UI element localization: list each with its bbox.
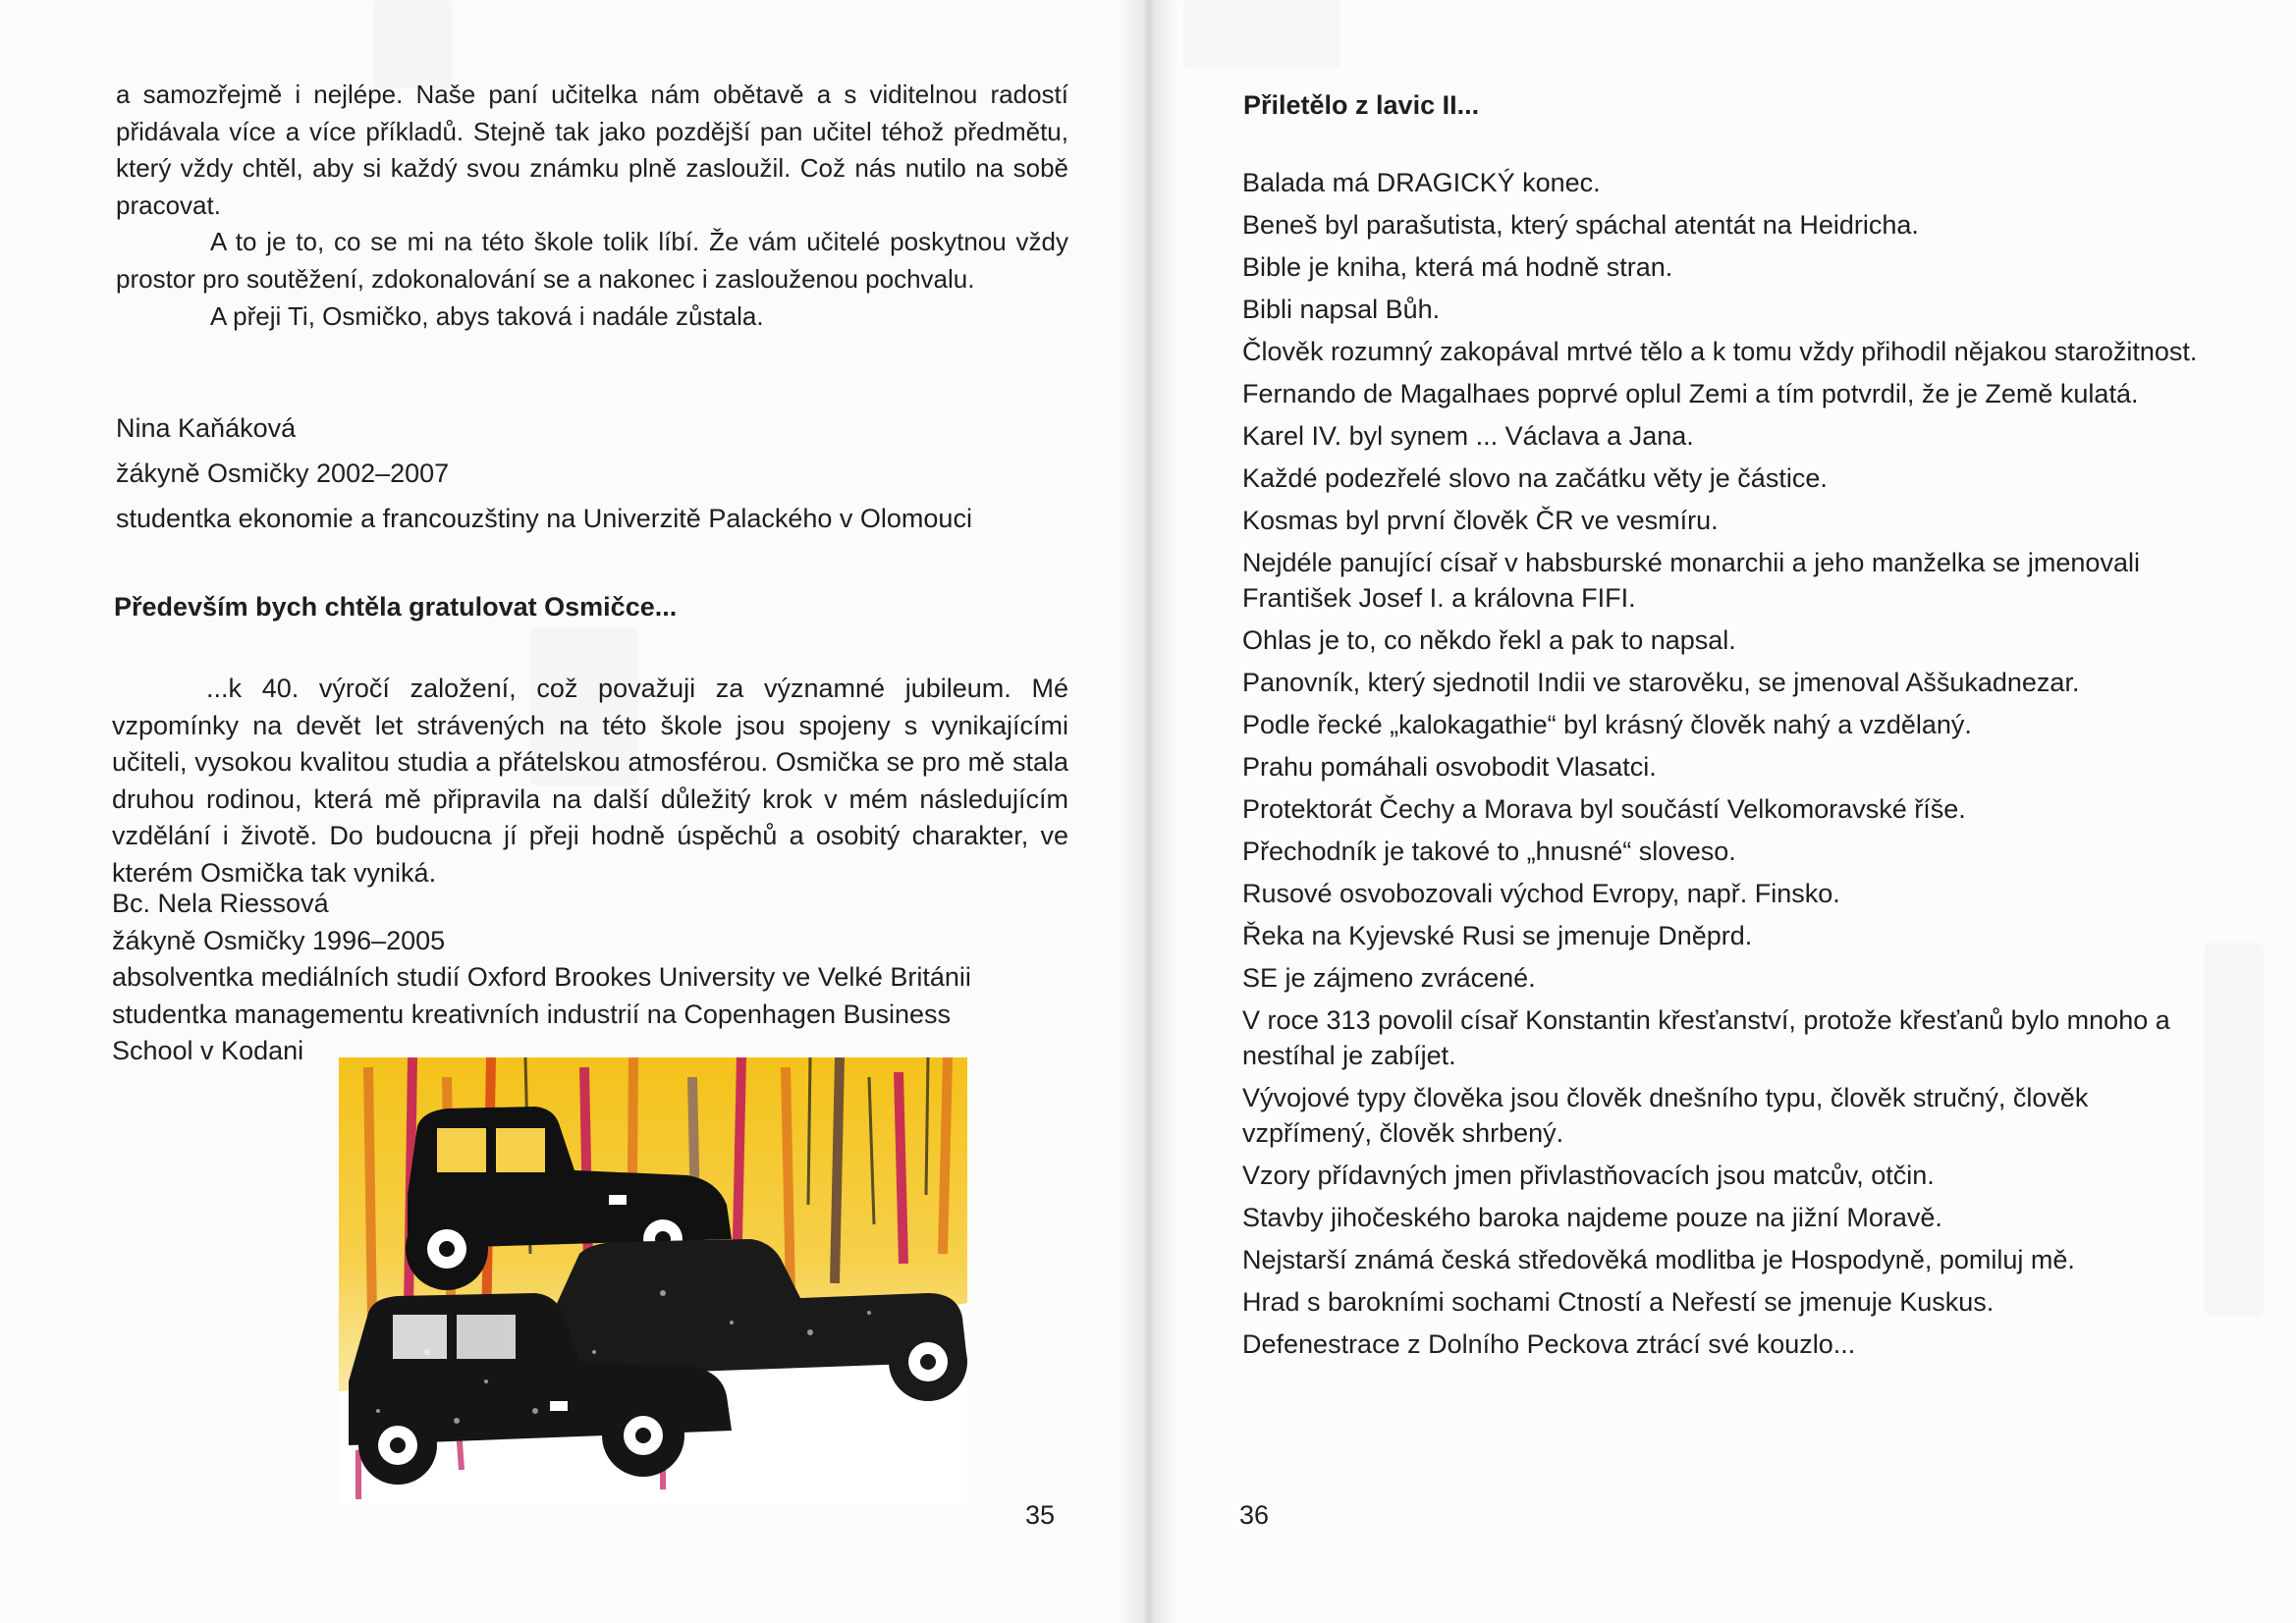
- signature-name: Nina Kaňáková: [116, 413, 297, 443]
- list-item: Karel IV. byl synem ... Václava a Jana.: [1242, 421, 1694, 451]
- body-paragraph: ...k 40. výročí založení, což považuji za významné jubileum. Mé vzpomínky na devět let strávených na této škole jsou spojeny s vynikajícími učiteli, vysokou kvalitou studia a přátelskou atmosférou. Osmička se pro mě stala druhou rodinou, která mě připravila na další důležitý krok v mém následujícím vzdělání i životě. Do budoucna jí přeji hodně úspěchů a osobitý charakter, ve kterém Osmička tak vyniká.: [112, 674, 1068, 888]
- list-item: Ohlas je to, co někdo řekl a pak to napsal.: [1242, 625, 1736, 655]
- book-gutter: [1120, 0, 1178, 1623]
- list-item: Řeka na Kyjevské Rusi se jmenuje Dněprd.: [1242, 921, 1753, 950]
- section-heading: Především bych chtěla gratulovat Osmičce...: [114, 592, 678, 622]
- page-number: 35: [1025, 1500, 1056, 1530]
- list-item: Protektorát Čechy a Morava byl součástí Velkomoravské říše.: [1242, 794, 1966, 824]
- list-item: Balada má DRAGICKÝ konec.: [1242, 168, 1601, 197]
- signature-years: žákyně Osmičky 2002–2007: [116, 459, 450, 488]
- page-number: 36: [1239, 1500, 1270, 1530]
- signature-nela: [112, 886, 1094, 1070]
- list-item: Rusové osvobozovali východ Evropy, např. Finsko.: [1242, 879, 1840, 908]
- intro-text: [116, 77, 1068, 335]
- list-item: V roce 313 povolil císař Konstantin křesťanství, protože křesťanů bylo mnoho a nestíhal je zabíjet.: [1242, 1005, 2170, 1070]
- list-item: Každé podezřelé slovo na začátku věty je částice.: [1242, 463, 1828, 493]
- list-item: Bible je kniha, která má hodně stran.: [1242, 252, 1673, 282]
- list-item: Bibli napsal Bůh.: [1242, 295, 1441, 324]
- list-item: Nejdéle panující císař v habsburské monarchii a jeho manželka se jmenovali František Josef I. a královna FIFI.: [1242, 548, 2140, 613]
- signature-name: Bc. Nela Riessová: [112, 889, 329, 918]
- signature-nina: [116, 406, 1098, 541]
- list-item: SE je zájmeno zvrácené.: [1242, 963, 1536, 993]
- list-item: Panovník, který sjednotil Indii ve starověku, se jmenoval Aššukadnezar.: [1242, 668, 2080, 697]
- list-item: Člověk rozumný zakopával mrtvé tělo a k tomu vždy přihodil nějakou starožitnost.: [1242, 337, 2198, 366]
- signature-years: žákyně Osmičky 1996–2005: [112, 925, 446, 955]
- list-item: Vzory přídavných jmen přivlastňovacích jsou matcův, otčin.: [1242, 1161, 1935, 1190]
- intro-paragraph: A to je to, co se mi na této škole tolik líbí. Že vám učitelé poskytnou vždy prostor pro soutěžení, zdokonalování se a nakonec i zaslouženou pochvalu.: [116, 227, 1068, 294]
- intro-paragraph: a samozřejmě i nejlépe. Naše paní učitelka nám obětavě a s viditelnou radostí přidávala více a více příkladů. Stejně tak jako pozdější pan učitel téhož předmětu, který vždy chtěl, aby si každý svou známku plně zasloužil. Což nás nutilo na sobě pracovat.: [116, 80, 1068, 220]
- list-item: Podle řecké „kalokagathie“ byl krásný člověk nahý a vzdělaný.: [1242, 710, 1972, 739]
- signature-line: absolventka mediálních studií Oxford Brookes University ve Velké Británii: [112, 962, 971, 992]
- list-item: Defenestrace z Dolního Peckova ztrácí své kouzlo...: [1242, 1329, 1856, 1359]
- list-item: Beneš byl parašutista, který spáchal atentát na Heidricha.: [1242, 210, 1919, 240]
- list-item: Hrad s barokními sochami Ctností a Neřestí se jmenuje Kuskus.: [1242, 1287, 1995, 1317]
- list-item: Kosmas byl první člověk ČR ve vesmíru.: [1242, 506, 1719, 535]
- quotes-list: [1242, 165, 2224, 1369]
- signature-line: studentka managementu kreativních industrií na Copenhagen Business: [112, 999, 952, 1029]
- section-heading: Přiletělo z lavic II...: [1243, 90, 1480, 120]
- list-item: Přechodník je takové to „hnusné“ sloveso.: [1242, 837, 1736, 866]
- list-item: Vývojové typy člověka jsou člověk dnešního typu, člověk stručný, člověk vzpřímený, člověk shrbený.: [1242, 1083, 2089, 1148]
- signature-role: studentka ekonomie a francouzštiny na Univerzitě Palackého v Olomouci: [116, 504, 972, 533]
- intro-paragraph: A přeji Ti, Osmičko, abys taková i nadále zůstala.: [210, 300, 764, 331]
- list-item: Nejstarší známá česká středověká modlitba je Hospodyně, pomiluj mě.: [1242, 1245, 2075, 1274]
- vintage-cars-illustration: [339, 1057, 967, 1504]
- congratulation-body: [112, 671, 1068, 892]
- list-item: Fernando de Magalhaes poprvé oplul Zemi a tím potvrdil, že je Země kulatá.: [1242, 379, 2139, 408]
- list-item: Stavby jihočeského baroka najdeme pouze na jižní Moravě.: [1242, 1203, 1942, 1232]
- list-item: Prahu pomáhali osvobodit Vlasatci.: [1242, 752, 1657, 782]
- signature-line: School v Kodani: [112, 1036, 304, 1065]
